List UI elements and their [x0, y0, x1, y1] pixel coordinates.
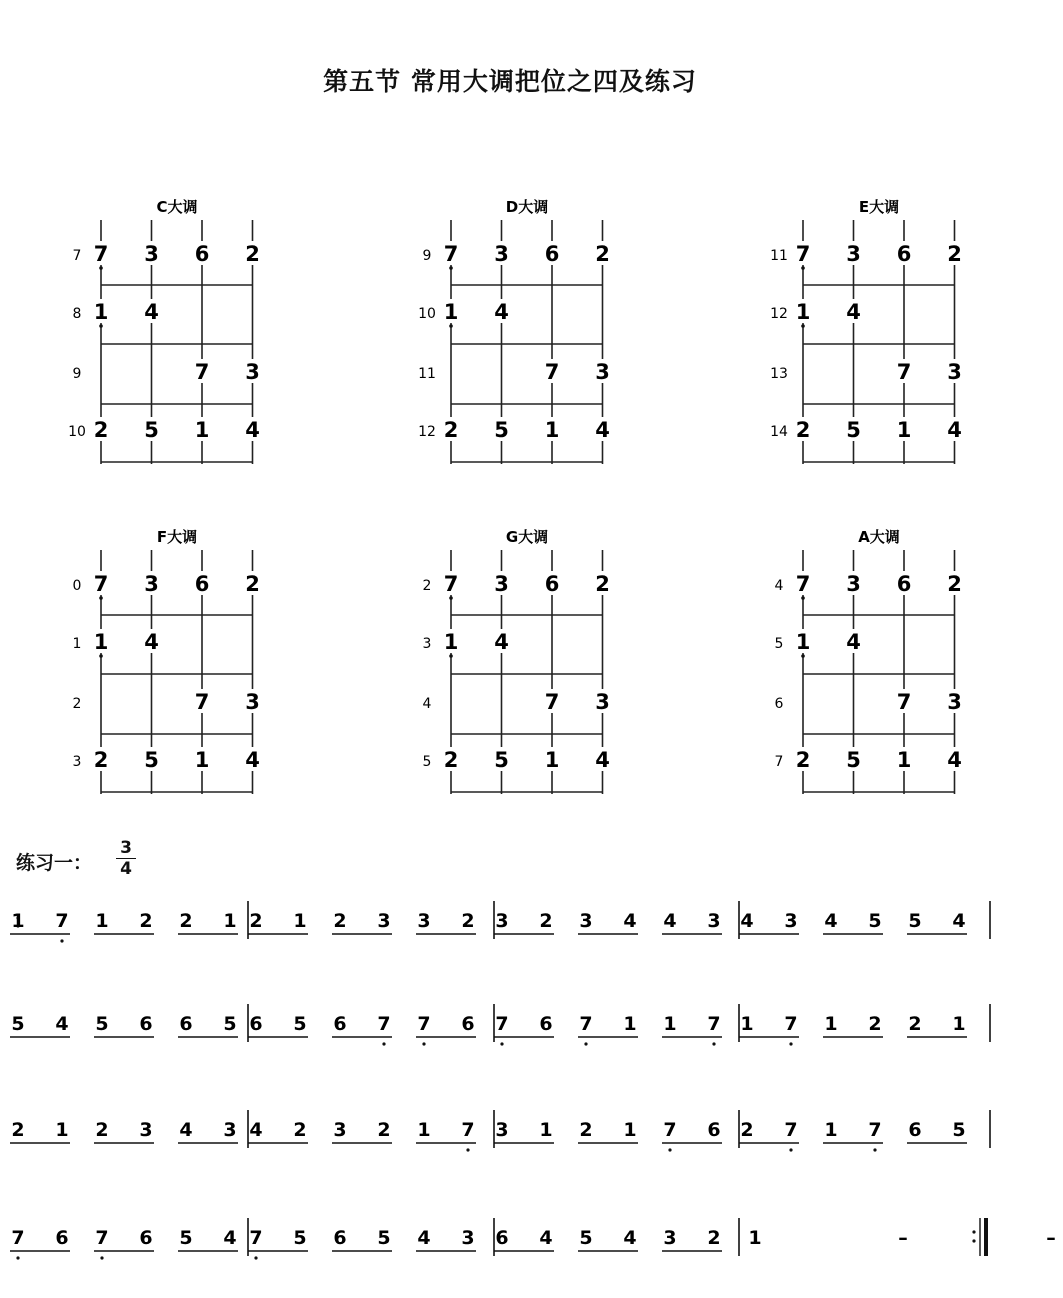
lower-octave-dot — [99, 596, 103, 600]
hold-dash: – — [1046, 1227, 1056, 1249]
score-note: 4 — [623, 910, 637, 932]
note-number: 3 — [494, 242, 509, 266]
lower-octave-dot — [449, 596, 453, 600]
score-note: 5 — [223, 1013, 237, 1035]
score-note: 3 — [707, 910, 721, 932]
score-note: 1 — [740, 1013, 754, 1035]
score-note: 3 — [495, 910, 509, 932]
score-note: 1 — [293, 910, 307, 932]
score-note: 4 — [417, 1227, 431, 1249]
score-note: 1 — [539, 1119, 553, 1141]
note-number: 4 — [494, 300, 509, 324]
fret-number: 2 — [72, 696, 82, 712]
diagram-key-label: C大调 — [156, 198, 198, 216]
fret-number: 7 — [774, 754, 784, 770]
note-number: 1 — [795, 630, 811, 654]
page-title: 第五节 常用大调把位之四及练习 — [323, 67, 697, 96]
fret-number: 10 — [68, 424, 86, 440]
score-note: 1 — [824, 1119, 838, 1141]
note-number: 3 — [144, 242, 159, 266]
note-number: 7 — [443, 572, 459, 596]
score-note: 2 — [377, 1119, 391, 1141]
score-note: 4 — [824, 910, 838, 932]
score-note: 3 — [784, 910, 798, 932]
score-note: 2 — [333, 910, 347, 932]
note-number: 7 — [443, 242, 459, 266]
lower-octave-dot — [99, 654, 103, 658]
fingering-diagram — [68, 198, 261, 464]
score-note: 4 — [223, 1227, 237, 1249]
note-number: 2 — [947, 242, 962, 266]
score-note: 7 — [461, 1119, 475, 1141]
note-number: 7 — [795, 242, 811, 266]
lower-octave-dot — [449, 324, 453, 328]
note-number: 3 — [595, 360, 610, 384]
score-note: 4 — [539, 1227, 553, 1249]
lower-octave-dot — [801, 654, 805, 658]
score-note: 7 — [495, 1013, 509, 1035]
note-number: 2 — [795, 748, 811, 772]
note-number: 2 — [443, 748, 459, 772]
hold-dash: – — [898, 1227, 908, 1249]
exercise-label: 练习一： — [16, 852, 93, 874]
lower-octave-dot — [500, 1042, 503, 1045]
note-number: 1 — [443, 300, 459, 324]
note-number: 2 — [795, 418, 811, 442]
lower-octave-dot — [60, 939, 63, 942]
note-number: 4 — [947, 748, 962, 772]
score-note: 2 — [293, 1119, 307, 1141]
fingering-diagram — [423, 528, 612, 794]
note-number: 1 — [93, 300, 109, 324]
score-note: 1 — [952, 1013, 966, 1035]
fret-number: 7 — [72, 248, 82, 264]
score-note: 3 — [663, 1227, 677, 1249]
time-denominator: 4 — [120, 859, 132, 879]
note-number: 2 — [947, 572, 962, 596]
score-note: 5 — [95, 1013, 109, 1035]
lower-octave-dot — [801, 324, 805, 328]
score-note: 2 — [139, 910, 153, 932]
score-note: 4 — [952, 910, 966, 932]
note-number: 1 — [896, 748, 912, 772]
score-note: 1 — [824, 1013, 838, 1035]
lower-octave-dot — [16, 1256, 19, 1259]
note-number: 3 — [947, 690, 962, 714]
score-note: 2 — [868, 1013, 882, 1035]
note-number: 1 — [896, 418, 912, 442]
repeat-dot — [972, 1230, 975, 1233]
note-number: 5 — [494, 748, 509, 772]
note-number: 5 — [846, 418, 861, 442]
score-line — [10, 1004, 990, 1046]
fret-number: 9 — [72, 366, 82, 382]
score-note: 6 — [495, 1227, 509, 1249]
score-note: 1 — [95, 910, 109, 932]
lower-octave-dot — [466, 1148, 469, 1151]
score-note: 5 — [377, 1227, 391, 1249]
note-number: 4 — [245, 748, 260, 772]
fret-number: 3 — [422, 636, 432, 652]
score-note: 6 — [139, 1227, 153, 1249]
fret-number: 12 — [418, 424, 436, 440]
note-number: 6 — [194, 242, 210, 266]
fret-number: 8 — [72, 306, 82, 322]
note-number: 4 — [947, 418, 962, 442]
lower-octave-dot — [801, 596, 805, 600]
note-number: 4 — [245, 418, 260, 442]
score-note: 2 — [707, 1227, 721, 1249]
note-number: 5 — [144, 748, 159, 772]
score-note: 5 — [579, 1227, 593, 1249]
fret-number: 2 — [422, 578, 432, 594]
note-number: 1 — [544, 418, 560, 442]
lower-octave-dot — [712, 1042, 715, 1045]
note-number: 4 — [595, 748, 610, 772]
score-note: 2 — [579, 1119, 593, 1141]
score-note: 7 — [707, 1013, 721, 1035]
score-note: 5 — [952, 1119, 966, 1141]
score-note: 4 — [663, 910, 677, 932]
score-note: 4 — [740, 910, 754, 932]
note-number: 1 — [194, 418, 210, 442]
lower-octave-dot — [254, 1256, 257, 1259]
fret-number: 4 — [422, 696, 432, 712]
score-note: 5 — [868, 910, 882, 932]
score-note: 2 — [249, 910, 263, 932]
note-number: 6 — [896, 572, 912, 596]
diagram-key-label: F大调 — [156, 528, 198, 546]
lower-octave-dot — [99, 266, 103, 270]
score-note: 7 — [784, 1013, 798, 1035]
score-note: 5 — [293, 1227, 307, 1249]
score-note: 6 — [461, 1013, 475, 1035]
note-number: 3 — [494, 572, 509, 596]
fingering-diagram — [418, 198, 611, 464]
fingering-diagram — [775, 528, 964, 794]
score-note: 2 — [539, 910, 553, 932]
note-number: 2 — [443, 418, 459, 442]
score-note: 1 — [11, 910, 25, 932]
note-number: 3 — [846, 242, 861, 266]
lower-octave-dot — [100, 1256, 103, 1259]
score-note: 5 — [908, 910, 922, 932]
diagram-key-label: D大调 — [505, 198, 549, 216]
note-number: 7 — [544, 360, 560, 384]
score-note: 3 — [377, 910, 391, 932]
score-note: 6 — [908, 1119, 922, 1141]
score-note: 7 — [663, 1119, 677, 1141]
fret-number: 11 — [418, 366, 436, 382]
note-number: 7 — [93, 242, 109, 266]
fret-number: 12 — [770, 306, 788, 322]
score-note: 5 — [293, 1013, 307, 1035]
fret-number: 10 — [418, 306, 436, 322]
fret-number: 11 — [770, 248, 788, 264]
score-note: 3 — [417, 910, 431, 932]
score-note: 7 — [417, 1013, 431, 1035]
fret-number: 13 — [770, 366, 788, 382]
score-note: 4 — [179, 1119, 193, 1141]
lower-octave-dot — [449, 654, 453, 658]
note-number: 3 — [947, 360, 962, 384]
note-number: 7 — [896, 690, 912, 714]
note-number: 4 — [846, 300, 861, 324]
fret-number: 4 — [774, 578, 784, 594]
note-number: 1 — [795, 300, 811, 324]
note-number: 4 — [144, 630, 159, 654]
diagram-key-label: E大调 — [858, 198, 900, 216]
note-number: 3 — [245, 360, 260, 384]
score-note: 1 — [623, 1013, 637, 1035]
fret-number: 0 — [72, 578, 82, 594]
note-number: 1 — [544, 748, 560, 772]
note-number: 6 — [896, 242, 912, 266]
score — [0, 880, 1063, 1280]
lower-octave-dot — [422, 1042, 425, 1045]
note-number: 3 — [846, 572, 861, 596]
score-note: 6 — [249, 1013, 263, 1035]
lower-octave-dot — [873, 1148, 876, 1151]
note-number: 3 — [144, 572, 159, 596]
note-number: 5 — [494, 418, 509, 442]
score-note: 7 — [579, 1013, 593, 1035]
fret-number: 3 — [72, 754, 82, 770]
note-number: 3 — [595, 690, 610, 714]
lower-octave-dot — [449, 266, 453, 270]
score-note: 3 — [579, 910, 593, 932]
score-note: 6 — [707, 1119, 721, 1141]
score-note: 7 — [377, 1013, 391, 1035]
score-note: 6 — [139, 1013, 153, 1035]
note-number: 7 — [194, 690, 210, 714]
note-number: 4 — [846, 630, 861, 654]
score-note: 1 — [55, 1119, 69, 1141]
score-note: 1 — [663, 1013, 677, 1035]
lower-octave-dot — [789, 1042, 792, 1045]
score-note: 7 — [11, 1227, 25, 1249]
score-note: 3 — [461, 1227, 475, 1249]
score-note: 6 — [333, 1227, 347, 1249]
score-note: 7 — [249, 1227, 263, 1249]
score-note: 3 — [495, 1119, 509, 1141]
note-number: 3 — [245, 690, 260, 714]
note-number: 2 — [595, 242, 610, 266]
note-number: 4 — [494, 630, 509, 654]
lower-octave-dot — [584, 1042, 587, 1045]
score-note: 7 — [55, 910, 69, 932]
note-number: 5 — [144, 418, 159, 442]
fret-number: 5 — [774, 636, 784, 652]
score-note: 1 — [748, 1227, 762, 1249]
note-number: 7 — [93, 572, 109, 596]
score-note: 2 — [11, 1119, 25, 1141]
time-signature — [114, 838, 138, 879]
score-note: 2 — [179, 910, 193, 932]
score-note: 2 — [908, 1013, 922, 1035]
fret-number: 1 — [72, 636, 82, 652]
note-number: 2 — [245, 242, 260, 266]
note-number: 4 — [144, 300, 159, 324]
lower-octave-dot — [99, 324, 103, 328]
fingering-diagram — [770, 198, 963, 464]
note-number: 2 — [93, 748, 109, 772]
note-number: 6 — [544, 572, 560, 596]
lower-octave-dot — [789, 1148, 792, 1151]
note-number: 2 — [595, 572, 610, 596]
score-note: 4 — [55, 1013, 69, 1035]
score-note: 6 — [179, 1013, 193, 1035]
fret-number: 6 — [774, 696, 784, 712]
note-number: 2 — [245, 572, 260, 596]
fret-number: 9 — [422, 248, 432, 264]
lower-octave-dot — [668, 1148, 671, 1151]
score-note: 6 — [55, 1227, 69, 1249]
score-line — [10, 901, 990, 943]
score-note: 4 — [623, 1227, 637, 1249]
note-number: 1 — [93, 630, 109, 654]
note-number: 1 — [443, 630, 459, 654]
score-note: 7 — [95, 1227, 109, 1249]
score-note: 5 — [11, 1013, 25, 1035]
score-note: 2 — [740, 1119, 754, 1141]
note-number: 1 — [194, 748, 210, 772]
repeat-dot — [972, 1239, 975, 1242]
note-number: 4 — [595, 418, 610, 442]
note-number: 6 — [194, 572, 210, 596]
score-note: 5 — [179, 1227, 193, 1249]
score-line — [10, 1110, 990, 1152]
lower-octave-dot — [382, 1042, 385, 1045]
note-number: 7 — [896, 360, 912, 384]
score-note: 1 — [623, 1119, 637, 1141]
note-number: 7 — [795, 572, 811, 596]
note-number: 7 — [194, 360, 210, 384]
score-note: 3 — [333, 1119, 347, 1141]
time-numerator: 3 — [120, 838, 132, 858]
score-note: 3 — [223, 1119, 237, 1141]
score-note: 6 — [539, 1013, 553, 1035]
note-number: 6 — [544, 242, 560, 266]
score-note: 1 — [417, 1119, 431, 1141]
fingering-diagram — [73, 528, 262, 794]
score-note: 3 — [139, 1119, 153, 1141]
note-number: 2 — [93, 418, 109, 442]
note-number: 7 — [544, 690, 560, 714]
score-note: 6 — [333, 1013, 347, 1035]
score-note: 2 — [461, 910, 475, 932]
note-number: 5 — [846, 748, 861, 772]
score-line — [10, 1218, 1056, 1260]
score-note: 4 — [249, 1119, 263, 1141]
score-note: 7 — [784, 1119, 798, 1141]
lower-octave-dot — [801, 266, 805, 270]
fret-number: 5 — [422, 754, 432, 770]
score-note: 7 — [868, 1119, 882, 1141]
score-note: 1 — [223, 910, 237, 932]
diagram-key-label: A大调 — [858, 528, 900, 546]
diagram-key-label: G大调 — [505, 528, 549, 546]
score-note: 2 — [95, 1119, 109, 1141]
fret-number: 14 — [770, 424, 788, 440]
